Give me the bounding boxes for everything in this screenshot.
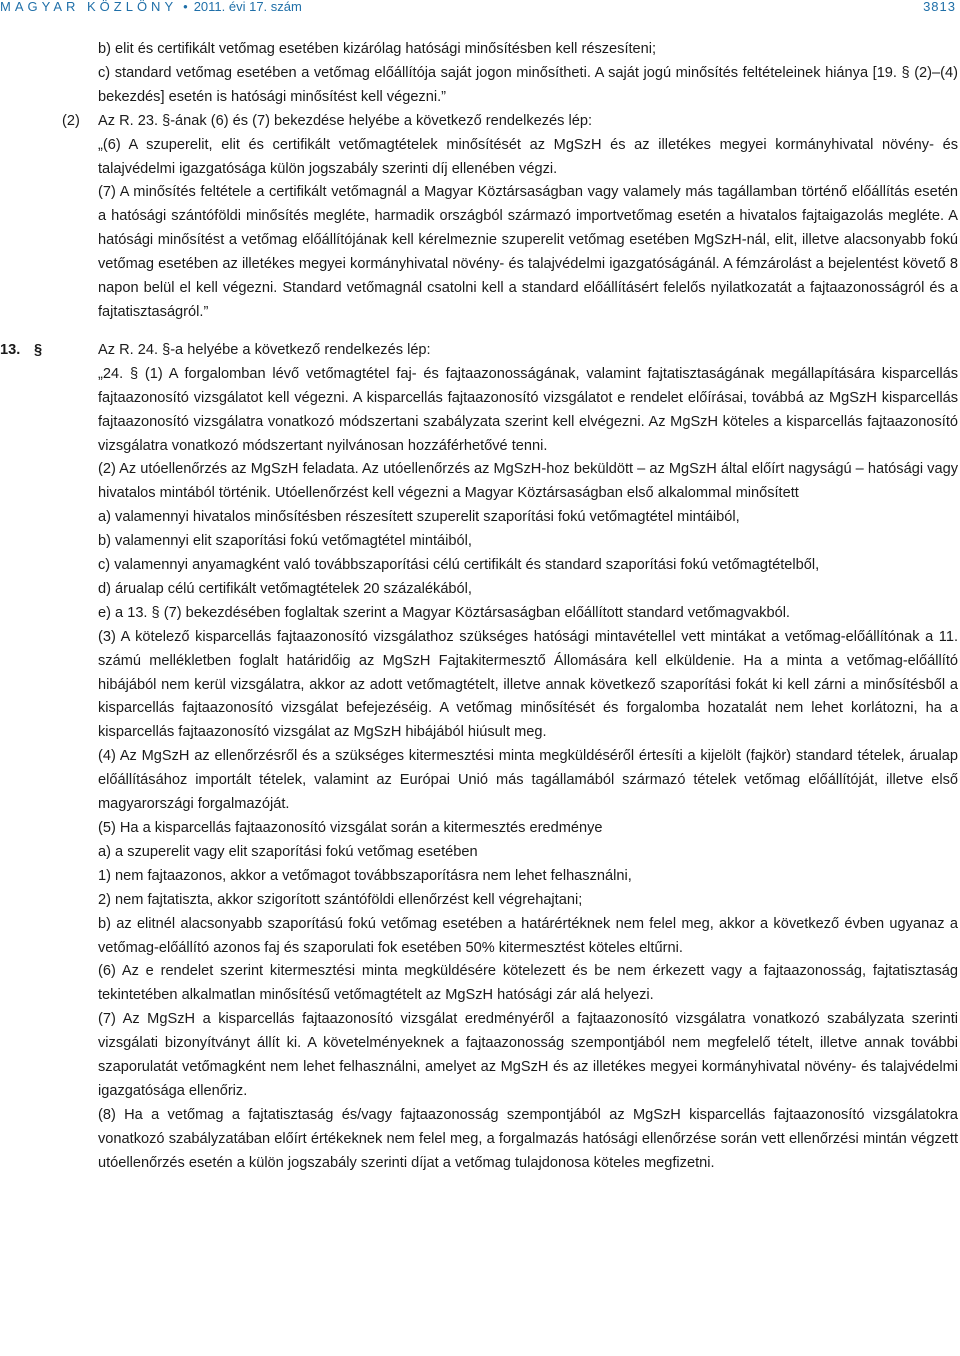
list-item-d: d) árualap célú certifikált vetőmagtételek 20 százalékából, [98, 580, 472, 597]
section-gap [0, 325, 960, 339]
paragraph-r24-7: (7) Az MgSzH a kisparcellás fajtaazonosító vizsgálat eredményéről a fajtaazonosító vizsgálatra vonatkozó szabályzata szerinti vizsgálati bizonyítványt állít ki. A követelményeknek a fajtaazonosság szempontjából nem megfelelő tételt, illetve annak további szaporulatát vetőmagként nem lehet felhasználni, amelyet az MgSzH és az illetékes megyei kormányhivatal növény- és talajvédelmi igazgatósága ellenőriz. [98, 1011, 958, 1099]
paragraph-r23-7: (7) A minősítés feltétele a certifikált vetőmagnál a Magyar Köztársaságban vagy valamely más tagállamban történő előállítás esetén a hatósági szántóföldi minősítés megléte, harmadik országból származó importvetőmag esetén a hivatalos fajtaigazolás megléte. A hatósági minősítést a vetőmag előállítójának kell kérelmeznie szuperelit vetőmag esetében MgSzH-nál, elit, illetve alacsonyabb fokú vetőmag esetében az illetékes megyei kormányhivatal növény- és talajvédelmi igazgatóságánál. A fémzárolást a bejelentést követő 8 napon belül el kell végezni. Standard vetőmagnál csatolni kell a standard előállításért felelős nyilatkozatát a fajtaazonosságról és a fajtatisztaságról.” [98, 184, 958, 320]
issue-label: 2011. évi 17. szám [193, 0, 302, 14]
list-item-5a2: 2) nem fajtatiszta, akkor szigorított szántóföldi ellenőrzést kell végrehajtani; [98, 891, 583, 908]
paragraph-r24-2: (2) Az utóellenőrzés az MgSzH feladata. Az utóellenőrzés az MgSzH-hoz beküldött – az MgSzH által előírt nagyságú – hatósági vagy hivatalos mintából történik. Utóellenőrzést kell végezni a Magyar Köztársaságban első alkalommal minősített [98, 461, 958, 502]
paragraph-r24-5: (5) Ha a kisparcellás fajtaazonosító vizsgálat során a kitermesztés eredménye [98, 820, 603, 836]
list-item-b: b) valamennyi elit szaporítási fokú vetőmagtétel mintáiból, [98, 533, 472, 550]
list-item-5a1: 1) nem fajtaazonos, akkor a vetőmagot továbbszaporításra nem lehet felhasználni, [98, 867, 632, 884]
publication-info [0, 0, 302, 14]
paragraph-r23-6: „(6) A szuperelit, elit és certifikált vetőmagtételek minősítését az MgSzH és az illetékes megyei kormányhivatal növény- és talajvédelmi igazgatósága külön jogszabály szerinti díj ellenében végzi. [98, 136, 958, 177]
section-number: 13. [0, 341, 21, 358]
paragraph-r24-4: (4) Az MgSzH az ellenőrzésről és a szükséges kitermesztési minta megküldéséről értesíti a kijelölt (fajkör) standard tételek, árualap előállításához importált tételek, valamint az Európai Unió más tagállamából származó tételek vetőmag előállítóját, illetve első magyarországi forgalmazóját. [98, 748, 958, 813]
r23-intro: Az R. 23. §-ának (6) és (7) bekezdése helyébe a következő rendelkezés lép: [98, 112, 593, 129]
paragraph-r24-8: (8) Ha a vetőmag a fajtatisztaság és/vagy fajtaazonosság szempontjából az MgSzH kisparcellás fajtaazonosító vizsgálatokra vonatkozó szabályzatában előírt értékeknek nem felel meg, a forgalmazás hatósági ellenőrzése során vett ellenőrzési mintán végzett utóellenőrzés esetén a külön jogszabály szerinti díjat a vetőmag tulajdonosa köteles megfizetni. [98, 1106, 958, 1171]
paragraph-b-elit: b) elit és certifikált vetőmag esetében kizárólag hatósági minősítésben kell részesíteni; [98, 41, 657, 57]
section-13-heading [0, 339, 960, 363]
paragraph-r24-6: (6) Az e rendelet szerint kitermesztési minta megküldésére kötelezett és be nem érkezett vagy a fajtaazonosság, fajtatisztaság tekintetében alkalmatlan minősítésű vetőmagtételt az MgSzH hatósági zár alá helyezi. [98, 963, 958, 1004]
paragraph-r24-1: „24. § (1) A forgalomban lévő vetőmagtétel faj- és fajtaazonosságának, valamint fajtatisztaságának megállapítására kisparcellás fajtaazonosító vizsgálatot kell végezni. A kisparcellás fajtaazonosító vizsgálatot e rendelet előírásai, továbbá az MgSzH kisparcellás fajtaazonosító vizsgálatra vonatkozó módszertani szabályzata szerint kell elvégezni. Az MgSzH köteles a kisparcellás fajtaazonosító vizsgálatra vonatkozó módszertant nyilvánosan hozzáférhetővé tenni. [98, 365, 958, 454]
paragraph-r23 [0, 110, 960, 134]
list-item-a: a) valamennyi hivatalos minősítésben részesített szuperelit szaporítási fokú vetőmagtétel mintáiból, [98, 509, 740, 526]
page-number: 3813 [923, 0, 956, 14]
page-header [0, 0, 960, 20]
subsection-label: (2) [62, 112, 80, 129]
list-item-5a: a) a szuperelit vagy elit szaporítási fokú vetőmag esetében [98, 843, 478, 860]
paragraph-c-standard: c) standard vetőmag esetében a vetőmag előállítója saját jogon minősítheti. A saját jogú minősítés feltételeinek hiánya [19. § (2)–(4) bekezdés] esetén is hatósági minősítést kell végezni.” [98, 64, 958, 105]
list-item-c: c) valamennyi anyamagként való továbbszaporítási célú certifikált és standard szaporítási fokú vetőmagtételből, [98, 557, 820, 574]
bullet-separator: • [183, 0, 188, 14]
publication-title: MAGYAR KÖZLÖNY [0, 0, 178, 14]
list-item-5b: b) az elitnél alacsonyabb szaporítású fokú vetőmag esetében a határértéknek nem felel meg, akkor a következő évben ugyanaz a vetőmag-előállító azonos faj és szaporulati fok esetében 50% kitermesztést köteles eltűrni. [98, 915, 958, 956]
r24-intro: Az R. 24. §-a helyébe a következő rendelkezés lép: [98, 341, 431, 358]
paragraph-r24-3: (3) A kötelező kisparcellás fajtaazonosító vizsgálathoz szükséges hatósági mintavétellel vett mintákat a vetőmag-előállítónak a 11. számú mellékletben foglalt határidőig az MgSzH Fajtakitermesztő Állomására kell elküldenie. Ha a minta a vetőmag-előállító hibájából nem kerül vizsgálatra, akkor az adott vetőmagtételt, illetve annak következő szaporítási fokát ki kell zárni a minősítésből a kisparcellás fajtaazonosító vizsgálat befejezéséig. A vetőmag minősítését és forgalomba hozatalát nem lehet korlátozni, ha a kisparcellás fajtaazonosító vizsgálat az MgSzH hibájából hiúsult meg. [98, 628, 958, 741]
list-item-e: e) a 13. § (7) bekezdésében foglaltak szerint a Magyar Köztársaságban előállított standard vetőmagvakból. [98, 604, 790, 621]
document-body [0, 38, 960, 1176]
section-sign: § [34, 341, 43, 358]
